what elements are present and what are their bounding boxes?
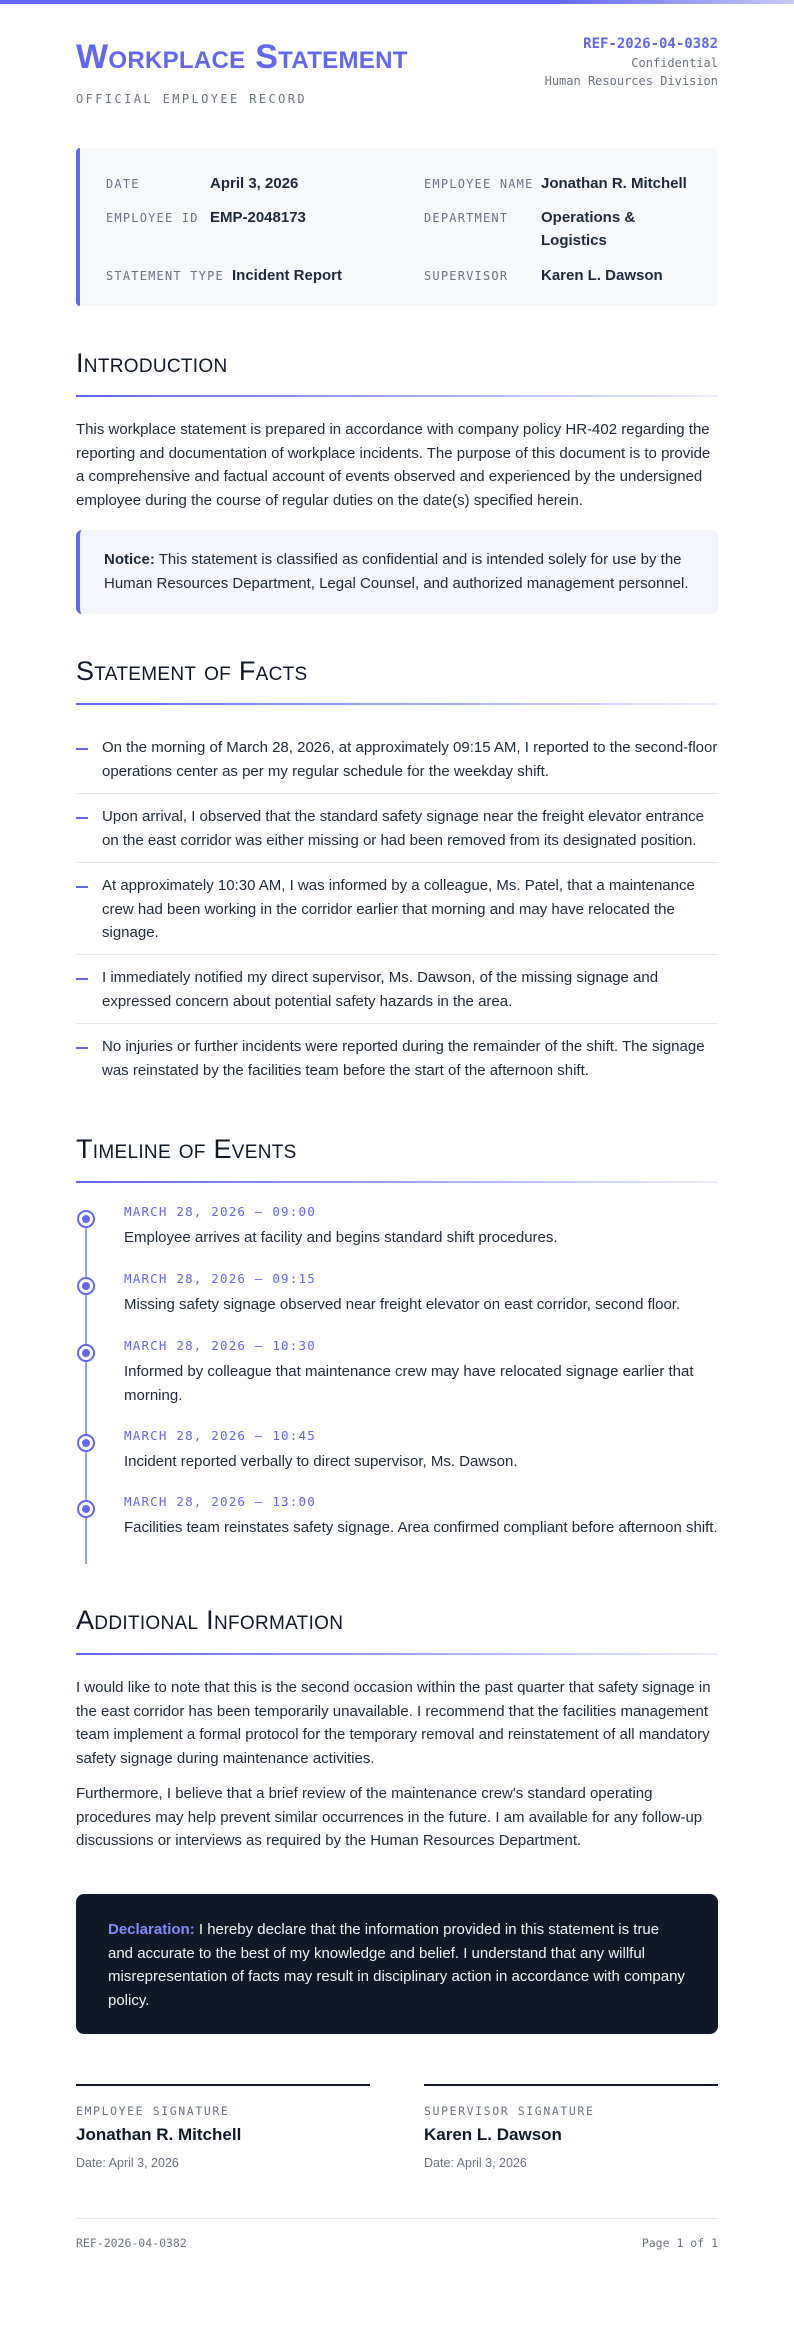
supervisor-signature-label: SUPERVISOR SIGNATURE (424, 2104, 595, 2118)
timeline-time: MARCH 28, 2026 — 10:30 (124, 1338, 316, 1353)
timeline-text: Incident reported verbally to direct supervisor, Ms. Dawson. (124, 1453, 518, 1470)
employee-name-label: EMPLOYEE NAME (424, 177, 534, 191)
timeline-time: MARCH 28, 2026 — 13:00 (124, 1494, 316, 1509)
timeline-text: Facilities team reinstates safety signage. Area confirmed compliant before afternoon shift. (124, 1519, 718, 1536)
employee-id-value: EMP-2048173 (210, 209, 306, 226)
dash-bullet (76, 1047, 88, 1049)
additional-info-heading: Additional Information (76, 1605, 344, 1635)
supervisor-value: Karen L. Dawson (541, 267, 663, 284)
timeline-time: MARCH 28, 2026 — 10:45 (124, 1428, 316, 1443)
fact-divider (76, 862, 718, 863)
division-label: Human Resources Division (544, 74, 718, 88)
date-value: April 3, 2026 (210, 175, 299, 192)
timeline-text: Employee arrives at facility and begins standard shift procedures. (124, 1229, 558, 1246)
statement-of-facts-heading: Statement of Facts (76, 656, 308, 686)
document-subtitle: OFFICIAL EMPLOYEE RECORD (76, 92, 307, 106)
supervisor-label: SUPERVISOR (424, 269, 509, 283)
timeline-text: Informed by colleague that maintenance crew may have relocated signage earlier that morning. (124, 1363, 694, 1404)
confidential-notice (76, 530, 718, 614)
notice-text: This statement is classified as confidential and is intended solely for use by the Human Resources Department, Legal Counsel, and authorized management personnel. (104, 551, 689, 592)
employee-info-card (76, 148, 718, 306)
timeline-dot (77, 1210, 95, 1228)
timeline-rule (76, 1181, 718, 1183)
timeline-heading: Timeline of Events (76, 1134, 297, 1164)
document-title: Workplace Statement (76, 38, 408, 76)
dash-bullet (76, 886, 88, 888)
timeline-dot (77, 1434, 95, 1452)
employee-name-value: Jonathan R. Mitchell (541, 175, 687, 192)
timeline-time: MARCH 28, 2026 — 09:00 (124, 1204, 316, 1219)
employee-signature-name: Jonathan R. Mitchell (76, 2125, 242, 2144)
footer-reference: REF-2026-04-0382 (76, 2236, 187, 2250)
signature-line (76, 2084, 370, 2086)
additional-paragraph: I would like to note that this is the second occasion within the past quarter that safety signage in the east corridor has been temporarily unavailable. I recommend that the facilities management team implement a formal protocol for the temporary removal and reinstatement of all mandatory safety signage during maintenance activities. (76, 1679, 711, 1767)
introduction-heading: Introduction (76, 348, 228, 378)
declaration-box (76, 1894, 718, 2034)
fact-text: On the morning of March 28, 2026, at approximately 09:15 AM, I reported to the second-floor operations center as per my regular schedule for the weekday shift. (102, 739, 718, 780)
introduction-rule (76, 395, 718, 397)
statement-type-label: STATEMENT TYPE (106, 269, 224, 283)
department-label: DEPARTMENT (424, 211, 509, 225)
confidential-label: Confidential (631, 56, 718, 70)
supervisor-signature-date: Date: April 3, 2026 (424, 2156, 527, 2170)
dash-bullet (76, 748, 88, 750)
fact-divider (76, 1023, 718, 1024)
signature-line (424, 2084, 718, 2086)
top-accent-bar (0, 0, 794, 4)
fact-text: At approximately 10:30 AM, I was informed by a colleague, Ms. Patel, that a maintenance crew had been working in the corridor earlier that morning and may have relocated the signage. (102, 877, 695, 941)
fact-divider (76, 954, 718, 955)
statement-of-facts-rule (76, 703, 718, 705)
fact-text: Upon arrival, I observed that the standard safety signage near the freight elevator entrance on the east corridor was either missing or had been removed from its designated position. (102, 808, 705, 849)
additional-info-rule (76, 1653, 718, 1655)
fact-text: No injuries or further incidents were reported during the remainder of the shift. The signage was reinstated by the facilities team before the start of the afternoon shift. (102, 1038, 705, 1079)
additional-paragraph: Furthermore, I believe that a brief review of the maintenance crew's standard operating procedures may help prevent similar occurrences in the future. I am available for any follow-up discussions or interviews as required by the Human Resources Department. (76, 1785, 703, 1849)
fact-text: I immediately notified my direct supervisor, Ms. Dawson, of the missing signage and expressed concern about potential safety hazards in the area. (102, 969, 659, 1010)
supervisor-signature-name: Karen L. Dawson (424, 2125, 562, 2144)
employee-id-label: EMPLOYEE ID (106, 211, 199, 225)
declaration-text: I hereby declare that the information provided in this statement is true and accurate to the best of my knowledge and belief. I understand that any willful misrepresentation of facts may result in disciplinary action in accordance with company policy. (108, 1921, 685, 2009)
footer-rule (76, 2218, 718, 2219)
timeline-time: MARCH 28, 2026 — 09:15 (124, 1271, 316, 1286)
fact-divider (76, 793, 718, 794)
timeline-dot (77, 1344, 95, 1362)
timeline-dot (77, 1277, 95, 1295)
dash-bullet (76, 817, 88, 819)
page-number: Page 1 of 1 (641, 2236, 718, 2250)
statement-type-value: Incident Report (232, 267, 343, 284)
notice-label: Notice: (104, 551, 155, 568)
timeline-text: Missing safety signage observed near freight elevator on east corridor, second floor. (124, 1296, 681, 1313)
reference-block (545, 34, 718, 90)
reference-code: REF-2026-04-0382 (583, 36, 718, 52)
department-value: Operations & Logistics (541, 209, 636, 249)
dash-bullet (76, 978, 88, 980)
declaration-label: Declaration: (108, 1921, 195, 1938)
introduction-paragraph: This workplace statement is prepared in accordance with company policy HR-402 regarding the reporting and documentation of workplace incidents. The purpose of this document is to provide a comprehensive and factual account of events observed and experienced by the undersigned employee during the course of regular duties on the date(s) specified herein. (76, 421, 711, 509)
timeline-dot (77, 1500, 95, 1518)
employee-signature-label: EMPLOYEE SIGNATURE (76, 2104, 230, 2118)
date-label: DATE (106, 177, 140, 191)
employee-signature-date: Date: April 3, 2026 (76, 2156, 179, 2170)
